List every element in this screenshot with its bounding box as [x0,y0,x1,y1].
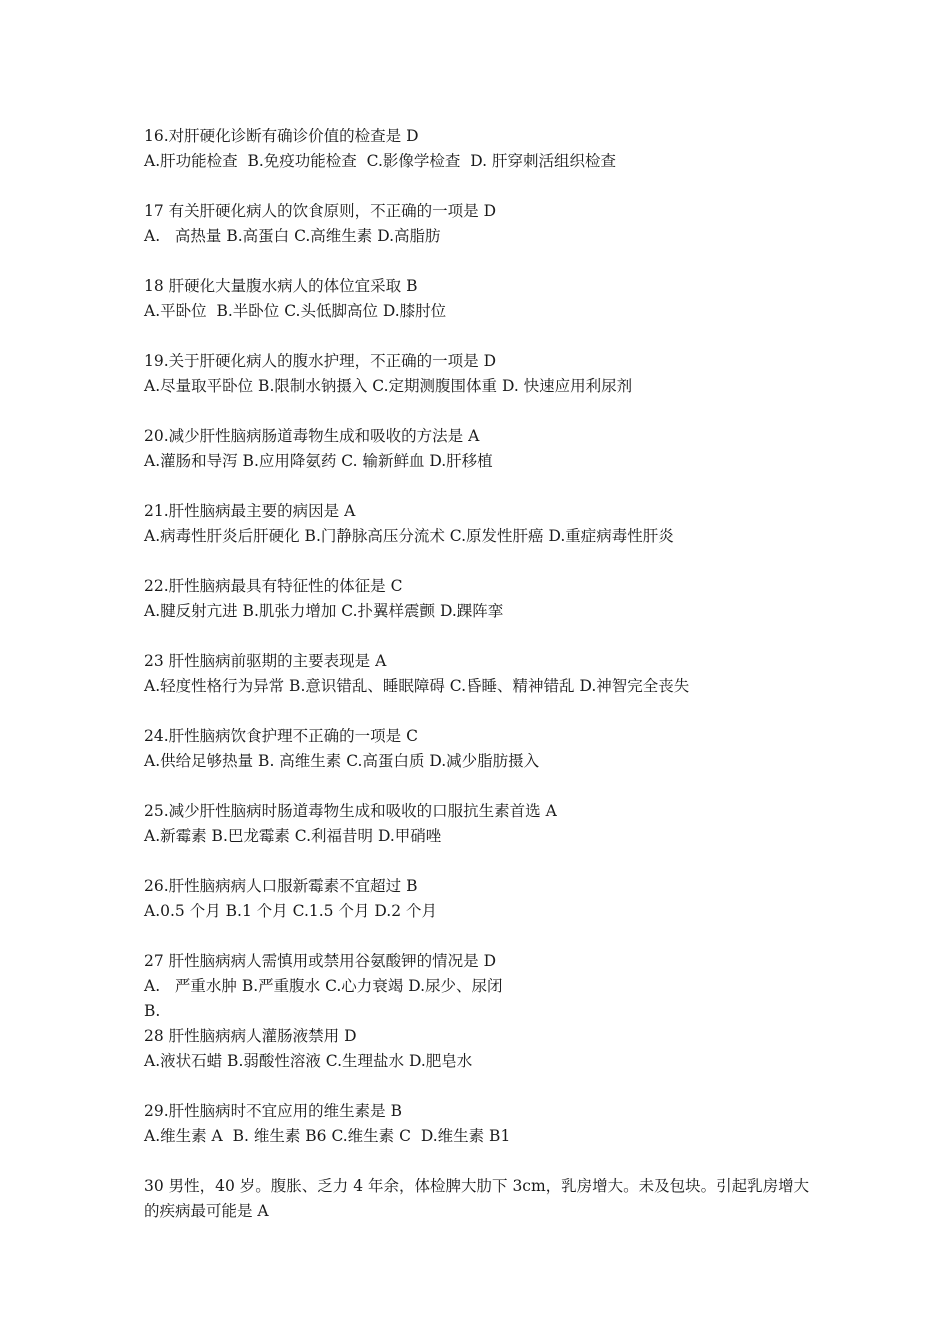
question-28-text: 28 肝性脑病病人灌肠液禁用 D [144,1027,357,1045]
question-19-options: A.尽量取平卧位 B.限制水钠摄入 C.定期测腹围体重 D. 快速应用利尿剂 [144,377,633,395]
question-26-options: A.0.5 个月 B.1 个月 C.1.5 个月 D.2 个月 [144,902,437,920]
question-17-options: A. 高热量 B.高蛋白 C.高维生素 D.高脂肪 [144,227,441,245]
question-17-text: 17 有关肝硬化病人的饮食原则，不正确的一项是 D [144,202,497,220]
question-27-text: 27 肝性脑病病人需慎用或禁用谷氨酸钾的情况是 D [144,952,497,970]
question-18-text: 18 肝硬化大量腹水病人的体位宜采取 B [144,277,418,295]
question-29-text: 29.肝性脑病时不宜应用的维生素是 B [144,1102,402,1120]
spacer [144,924,824,949]
spacer [144,1074,824,1099]
question-21-text: 21.肝性脑病最主要的病因是 A [144,502,356,520]
spacer [144,849,824,874]
question-22-options: A.腱反射亢进 B.肌张力增加 C.扑翼样震颤 D.踝阵挛 [144,602,504,620]
question-25-text: 25.减少肝性脑病时肠道毒物生成和吸收的口服抗生素首选 A [144,802,557,820]
question-22-text: 22.肝性脑病最具有特征性的体征是 C [144,577,403,595]
question-28-options: A.液状石蜡 B.弱酸性溶液 C.生理盐水 D.肥皂水 [144,1052,473,1070]
spacer [144,249,824,274]
question-27-stray-option: B. [144,1002,161,1020]
question-16-options: A.肝功能检查 B.免疫功能检查 C.影像学检查 D. 肝穿刺活组织检查 [144,152,616,170]
spacer [144,774,824,799]
spacer [144,1149,824,1174]
spacer [144,624,824,649]
question-23-text: 23 肝性脑病前驱期的主要表现是 A [144,652,387,670]
question-20-options: A.灌肠和导泻 B.应用降氨药 C. 输新鲜血 D.肝移植 [144,452,493,470]
spacer [144,399,824,424]
question-24-options: A.供给足够热量 B. 高维生素 C.高蛋白质 D.减少脂肪摄入 [144,752,540,770]
spacer [144,699,824,724]
question-30-text: 30 男性，40 岁。腹胀、乏力 4 年余，体检脾大肋下 3cm，乳房增大。未及包块。引起乳房增大的疾病最可能是 A [144,1177,810,1220]
question-18-options: A.平卧位 B.半卧位 C.头低脚高位 D.膝肘位 [144,302,447,320]
question-24-text: 24.肝性脑病饮食护理不正确的一项是 C [144,727,418,745]
spacer [144,474,824,499]
question-29-options: A.维生素 A B. 维生素 B6 C.维生素 C D.维生素 B1 [144,1127,511,1145]
spacer [144,549,824,574]
question-list [144,124,824,1224]
question-20-text: 20.减少肝性脑病肠道毒物生成和吸收的方法是 A [144,427,480,445]
question-19-text: 19.关于肝硬化病人的腹水护理，不正确的一项是 D [144,352,497,370]
spacer [144,324,824,349]
spacer [144,174,824,199]
question-21-options: A.病毒性肝炎后肝硬化 B.门静脉高压分流术 C.原发性肝癌 D.重症病毒性肝炎 [144,527,674,545]
question-26-text: 26.肝性脑病病人口服新霉素不宜超过 B [144,877,418,895]
question-27-options: A. 严重水肿 B.严重腹水 C.心力衰竭 D.尿少、尿闭 [144,977,503,995]
question-25-options: A.新霉素 B.巴龙霉素 C.利福昔明 D.甲硝唑 [144,827,442,845]
question-23-options: A.轻度性格行为异常 B.意识错乱、睡眠障碍 C.昏睡、精神错乱 D.神智完全丧失 [144,677,690,695]
question-16-text: 16.对肝硬化诊断有确诊价值的检查是 D [144,127,419,145]
